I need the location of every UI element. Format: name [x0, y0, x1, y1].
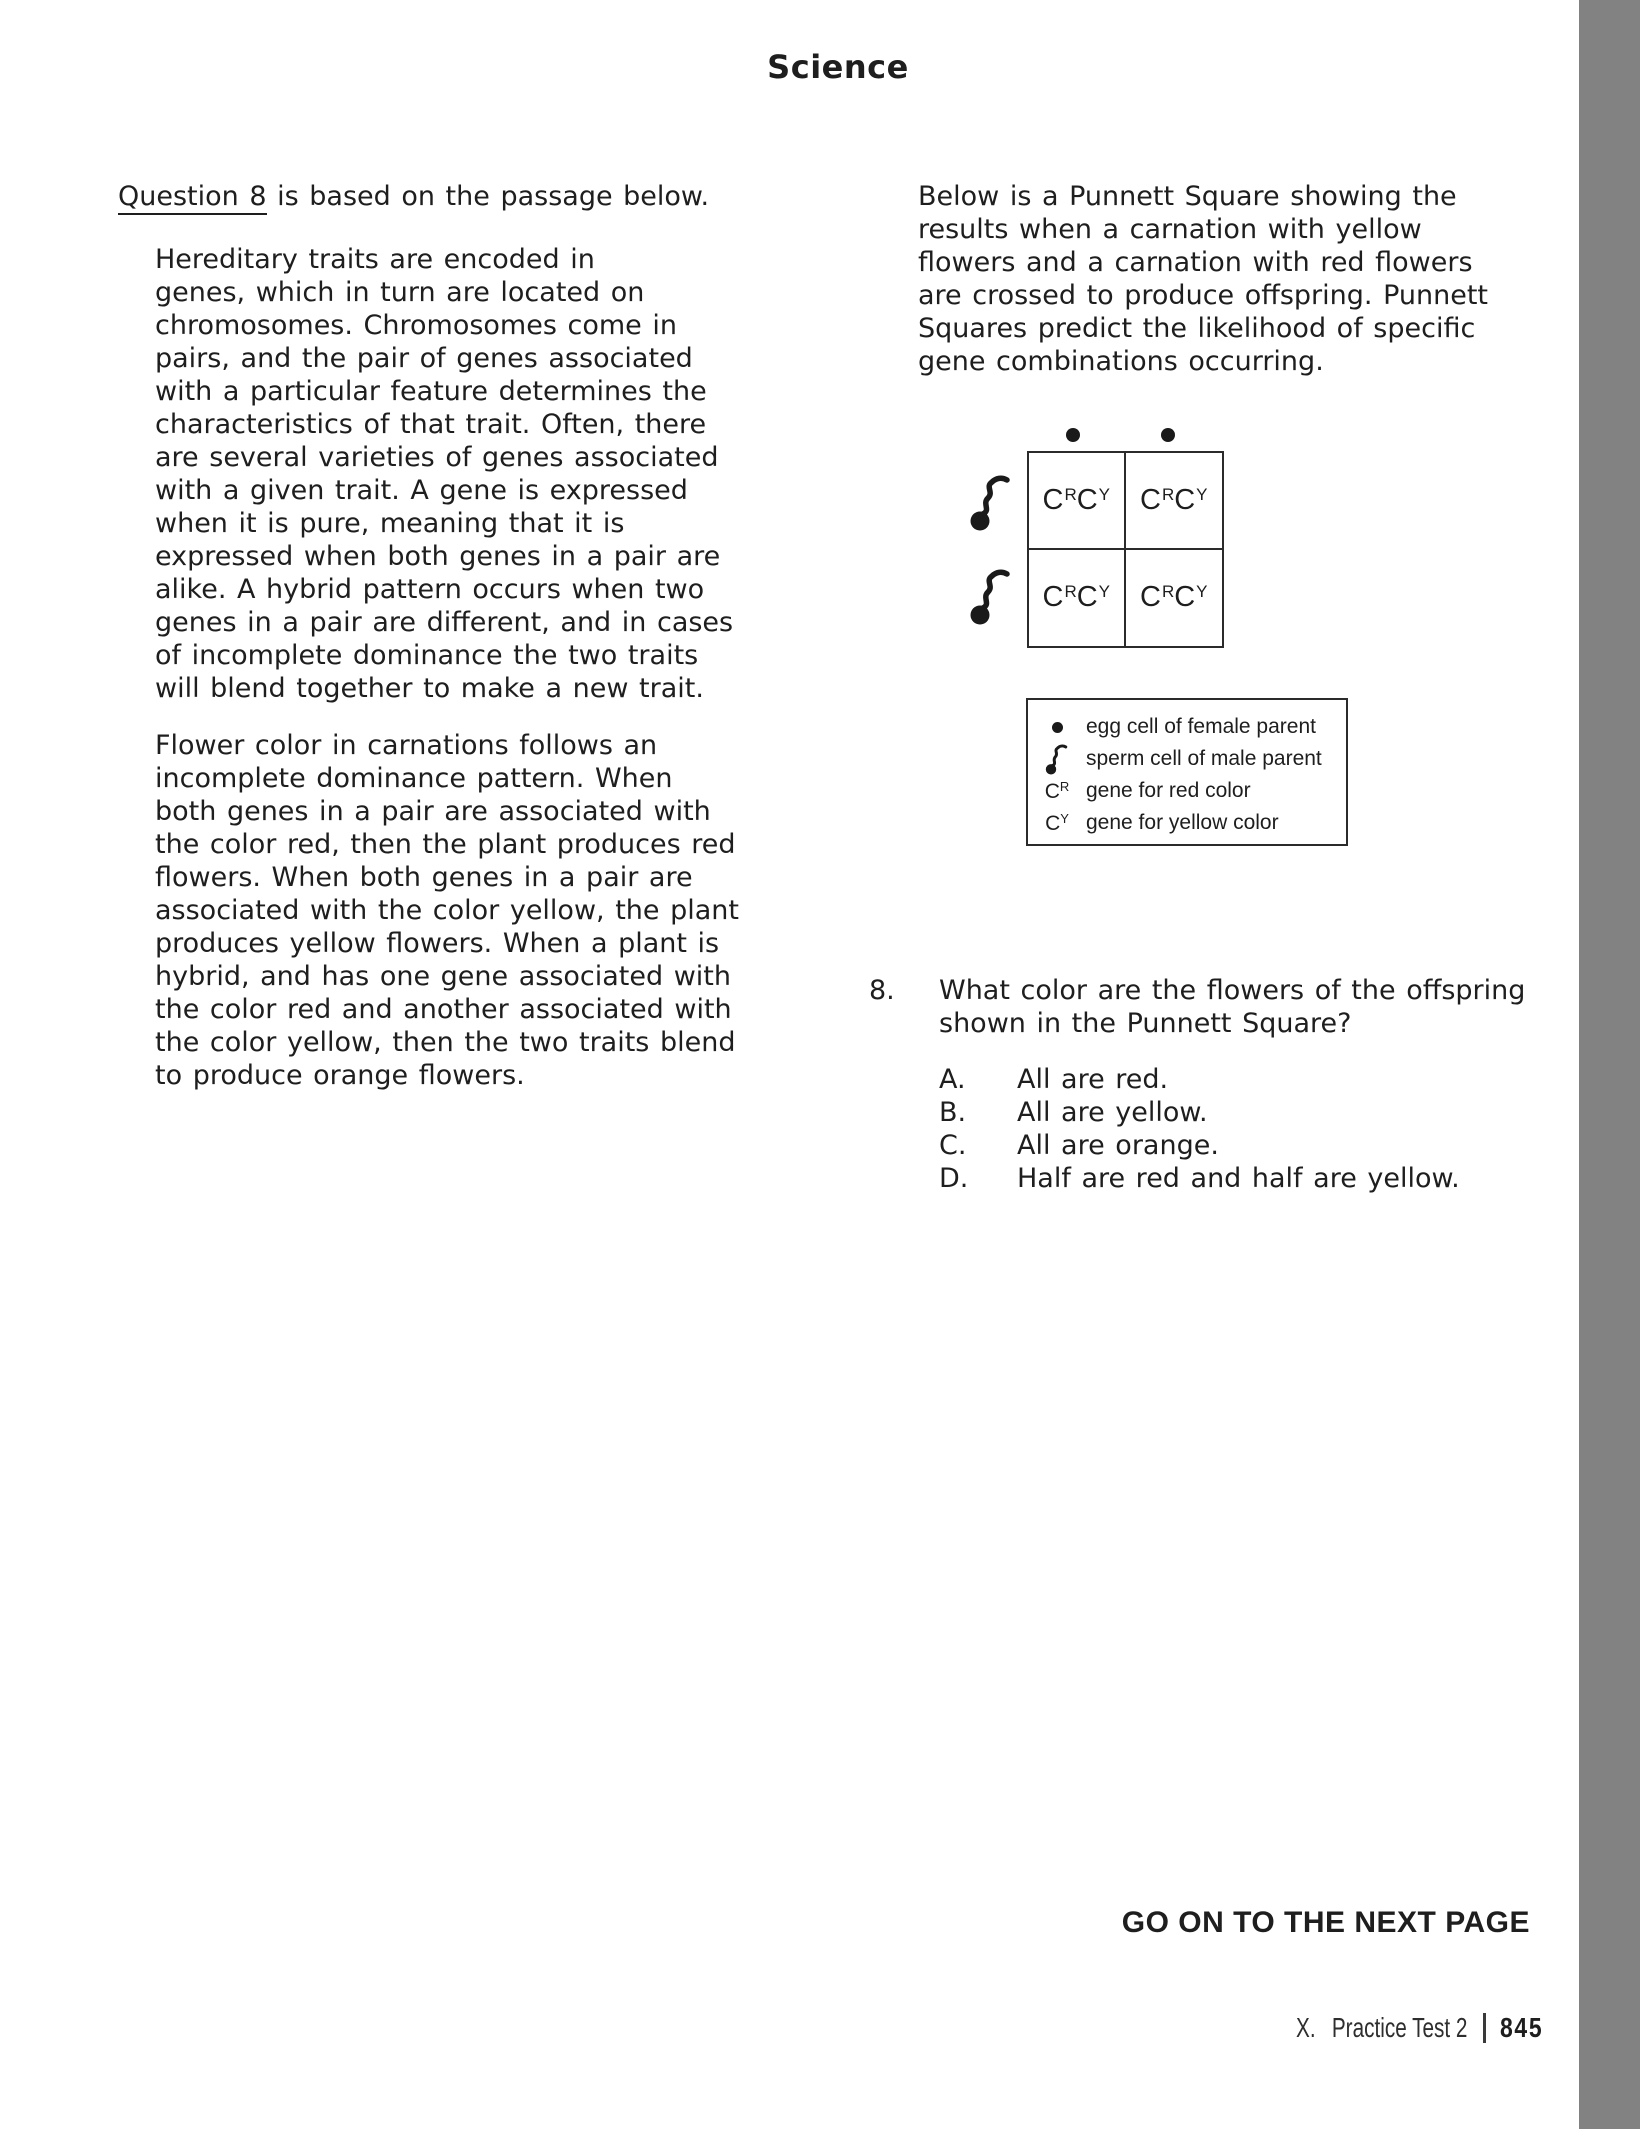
passage-line: characteristics of that trait. Often, there	[155, 409, 707, 440]
passage-line: genes in a pair are different, and in cases	[155, 607, 734, 638]
genotype: $C^RC^Y$	[1139, 483, 1208, 516]
passage-line: to produce orange flowers.	[155, 1060, 525, 1091]
passage-line: hybrid, and has one gene associated with	[155, 961, 731, 992]
page-number: 845	[1500, 2012, 1544, 2043]
passage-line: genes, which in turn are located on	[155, 277, 645, 308]
genotype: $C^RC^Y$	[1139, 581, 1208, 614]
page-title: Science	[767, 48, 909, 86]
passage-paragraph-1	[155, 243, 798, 705]
passage-line: flowers. When both genes in a pair are	[155, 862, 693, 893]
answer-options	[939, 1063, 1539, 1195]
passage-line: will blend together to make a new trait.	[155, 673, 704, 704]
option-letter: A.	[939, 1064, 966, 1095]
red-gene-symbol: $C^R$	[1044, 778, 1070, 803]
egg-cell-icon	[1066, 428, 1080, 442]
page-footer	[1296, 2012, 1544, 2043]
question-reference-line	[118, 180, 798, 213]
passage-line: incomplete dominance pattern. When	[155, 763, 673, 794]
intro-line: are crossed to produce offspring. Punnett	[918, 280, 1488, 311]
punnett-square-grid	[1027, 451, 1224, 648]
passage-line: with a given trait. A gene is expressed	[155, 475, 688, 506]
passage-line: the color red and another associated with	[155, 994, 732, 1025]
punnett-cell	[1126, 550, 1223, 647]
punnett-cell	[1029, 550, 1126, 647]
legend-label: gene for yellow color	[1086, 811, 1279, 834]
option-text: All are red.	[1017, 1064, 1169, 1095]
question-prompt-line: What color are the flowers of the offspring	[939, 975, 1526, 1006]
option-text: All are orange.	[1017, 1130, 1219, 1161]
option-letter: B.	[939, 1097, 967, 1128]
passage-line: are several varieties of genes associated	[155, 442, 719, 473]
passage-paragraph-2	[155, 729, 798, 1092]
footer-divider	[1483, 2013, 1486, 2043]
passage-line: chromosomes. Chromosomes come in	[155, 310, 677, 341]
legend-row-yellow-gene	[1028, 807, 1346, 839]
passage-line: with a particular feature determines the	[155, 376, 707, 407]
passage-line: produces yellow flowers. When a plant is	[155, 928, 720, 959]
egg-cell-icon	[1161, 428, 1175, 442]
passage-line: Hereditary traits are encoded in	[155, 244, 595, 275]
answer-option-d	[939, 1162, 1539, 1195]
intro-line: Squares predict the likelihood of specific	[918, 313, 1476, 344]
left-column	[118, 180, 798, 1092]
legend-row-red-gene	[1028, 775, 1346, 807]
passage-line: expressed when both genes in a pair are	[155, 541, 721, 572]
legend-label: gene for red color	[1086, 779, 1251, 802]
question-reference-rest: is based on the passage below.	[266, 181, 710, 212]
legend-label: egg cell of female parent	[1086, 715, 1316, 738]
footer-section: X. Practice Test 2	[1296, 2012, 1468, 2043]
answer-option-c	[939, 1129, 1539, 1162]
legend-box	[1026, 698, 1348, 846]
passage-line: the color yellow, then the two traits blend	[155, 1027, 736, 1058]
answer-option-b	[939, 1096, 1539, 1129]
passage-line: the color red, then the plant produces red	[155, 829, 736, 860]
option-text: All are yellow.	[1017, 1097, 1208, 1128]
go-on-instruction: GO ON TO THE NEXT PAGE	[1121, 1906, 1530, 1939]
passage-line: of incomplete dominance the two traits	[155, 640, 699, 671]
option-text: Half are red and half are yellow.	[1017, 1163, 1460, 1194]
yellow-gene-symbol: $C^Y$	[1045, 810, 1069, 835]
sperm-cell-icon	[969, 568, 1013, 626]
intro-line: Below is a Punnett Square showing the	[918, 181, 1457, 212]
intro-line: gene combinations occurring.	[918, 346, 1324, 377]
question-reference-label: Question 8	[118, 181, 267, 215]
passage-line: alike. A hybrid pattern occurs when two	[155, 574, 705, 605]
page-edge-bar	[1579, 0, 1640, 2129]
genotype: $C^RC^Y$	[1042, 581, 1111, 614]
answer-option-a	[939, 1063, 1539, 1096]
passage-line: pairs, and the pair of genes associated	[155, 343, 693, 374]
genotype: $C^RC^Y$	[1042, 483, 1111, 516]
legend-row-egg	[1028, 711, 1346, 743]
punnett-cell	[1029, 453, 1126, 550]
passage-line: when it is pure, meaning that it is	[155, 508, 625, 539]
passage-line: Flower color in carnations follows an	[155, 730, 658, 761]
question-prompt-line: shown in the Punnett Square?	[939, 1008, 1352, 1039]
option-letter: D.	[939, 1163, 969, 1194]
passage-line: both genes in a pair are associated with	[155, 796, 711, 827]
question-block	[939, 974, 1539, 1195]
intro-line: results when a carnation with yellow	[918, 214, 1422, 245]
punnett-intro-paragraph	[918, 180, 1558, 378]
right-column	[918, 180, 1558, 378]
sperm-cell-icon	[969, 474, 1013, 532]
question-prompt	[939, 974, 1539, 1040]
legend-row-sperm	[1028, 743, 1346, 775]
option-letter: C.	[939, 1130, 967, 1161]
punnett-cell	[1126, 453, 1223, 550]
legend-label: sperm cell of male parent	[1086, 747, 1322, 770]
passage-line: associated with the color yellow, the plant	[155, 895, 739, 926]
intro-line: flowers and a carnation with red flowers	[918, 247, 1473, 278]
egg-cell-icon	[1028, 722, 1086, 733]
question-number: 8.	[869, 975, 895, 1006]
sperm-cell-icon	[1028, 743, 1086, 776]
